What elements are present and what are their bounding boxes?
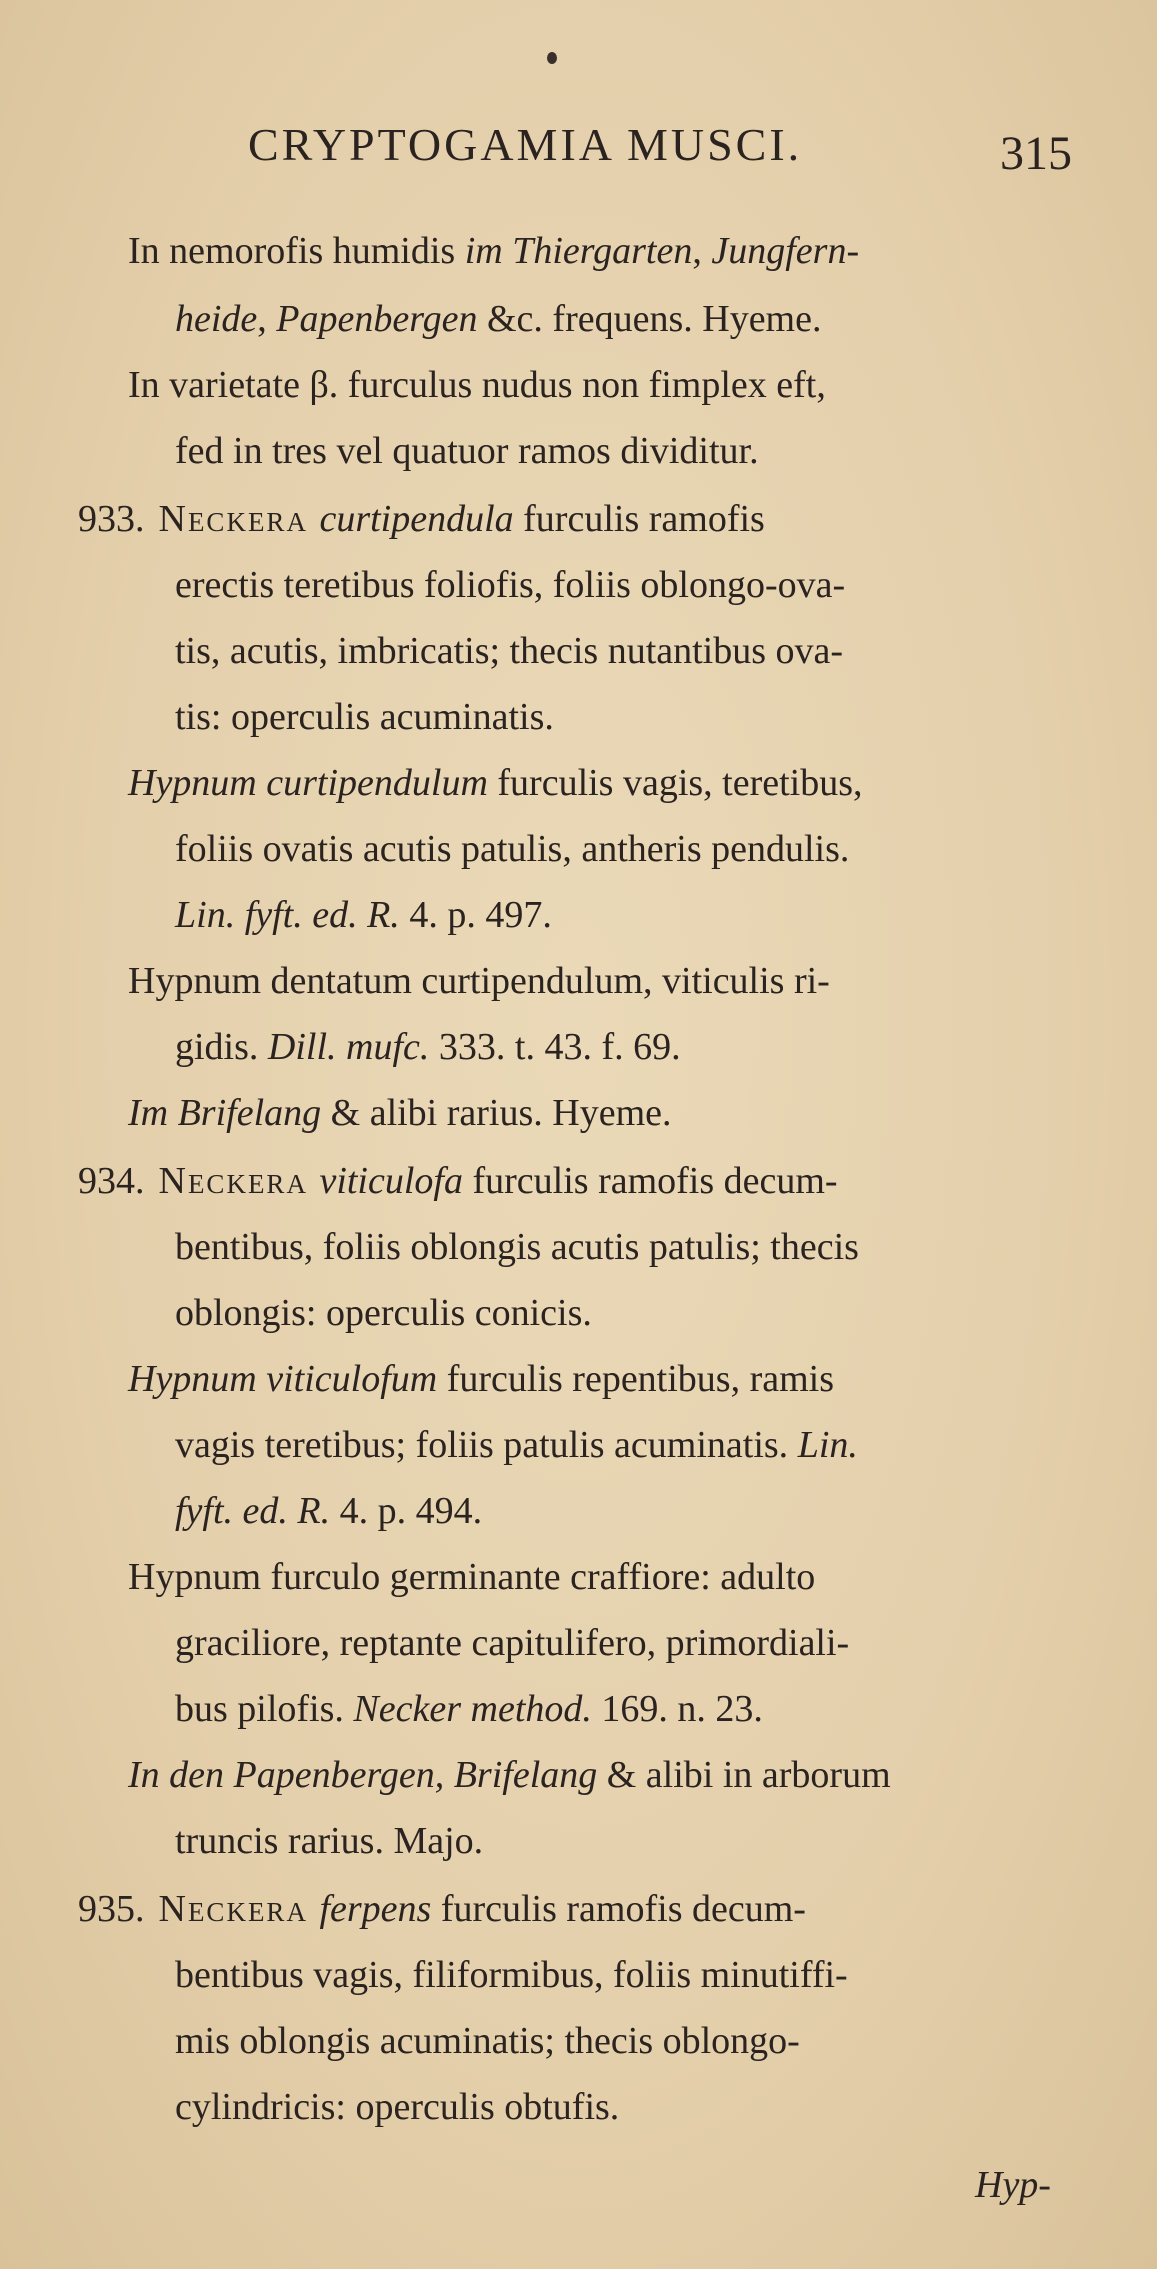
text-line: Hypnum furculo germinante craffiore: adulto [128, 1556, 816, 1598]
entry-heading: 935. Neckera ferpens furculis ramofis decum- [78, 1888, 806, 1930]
text-line: fed in tres vel quatuor ramos dividitur. [175, 430, 759, 472]
text-line: erectis teretibus foliofis, foliis oblongo-ova- [175, 564, 846, 606]
text-line: Hypnum curtipendulum furculis vagis, teretibus, [128, 762, 863, 804]
text-line: vagis teretibus; foliis patulis acuminatis. Lin. [175, 1424, 858, 1466]
entry-heading: 933. Neckera curtipendula furculis ramofis [78, 498, 765, 540]
text-line: tis, acutis, imbricatis; thecis nutantibus ova- [175, 630, 844, 672]
text-line: fyft. ed. R. 4. p. 494. [175, 1490, 483, 1532]
text-line: bus pilofis. Necker method. 169. n. 23. [175, 1688, 763, 1730]
text-line: In den Papenbergen, Brifelang & alibi in arborum [128, 1754, 891, 1796]
text-line: heide, Papenbergen &c. frequens. Hyeme. [175, 298, 822, 340]
printer-mark [547, 52, 557, 64]
entry-number: 935. [78, 1888, 145, 1930]
text-line: In nemorofis humidis im Thiergarten, Jungfern- [128, 230, 860, 272]
text-line: mis oblongis acuminatis; thecis oblongo- [175, 2020, 800, 2062]
text-line: Lin. fyft. ed. R. 4. p. 497. [175, 894, 552, 936]
page-number: 315 [1000, 127, 1072, 180]
text-line: truncis rarius. Majo. [175, 1820, 484, 1862]
text-line: bentibus vagis, filiformibus, foliis minutiffi- [175, 1954, 848, 1996]
text-line: oblongis: operculis conicis. [175, 1292, 592, 1334]
text-line: gidis. Dill. mufc. 333. t. 43. f. 69. [175, 1026, 681, 1068]
text-line: graciliore, reptante capitulifero, primordiali- [175, 1622, 850, 1664]
running-title: CRYPTOGAMIA MUSCI. [248, 119, 803, 170]
text-line: bentibus, foliis oblongis acutis patulis; thecis [175, 1226, 859, 1268]
text-line: Hypnum dentatum curtipendulum, viticulis ri- [128, 960, 830, 1002]
text-line: In varietate β. furculus nudus non fimplex eft, [128, 364, 826, 406]
text-line: cylindricis: operculis obtufis. [175, 2086, 620, 2128]
page-header [0, 118, 1157, 178]
catchword: Hyp- [975, 2164, 1051, 2206]
entry-number: 934. [78, 1160, 145, 1202]
text-line: tis: operculis acuminatis. [175, 696, 554, 738]
text-line: Hypnum viticulofum furculis repentibus, ramis [128, 1358, 835, 1400]
entry-number: 933. [78, 498, 145, 540]
entry-heading: 934. Neckera viticulofa furculis ramofis decum- [78, 1160, 838, 1202]
text-line: Im Brifelang & alibi rarius. Hyeme. [128, 1092, 672, 1134]
text-line: foliis ovatis acutis patulis, antheris pendulis. [175, 828, 850, 870]
